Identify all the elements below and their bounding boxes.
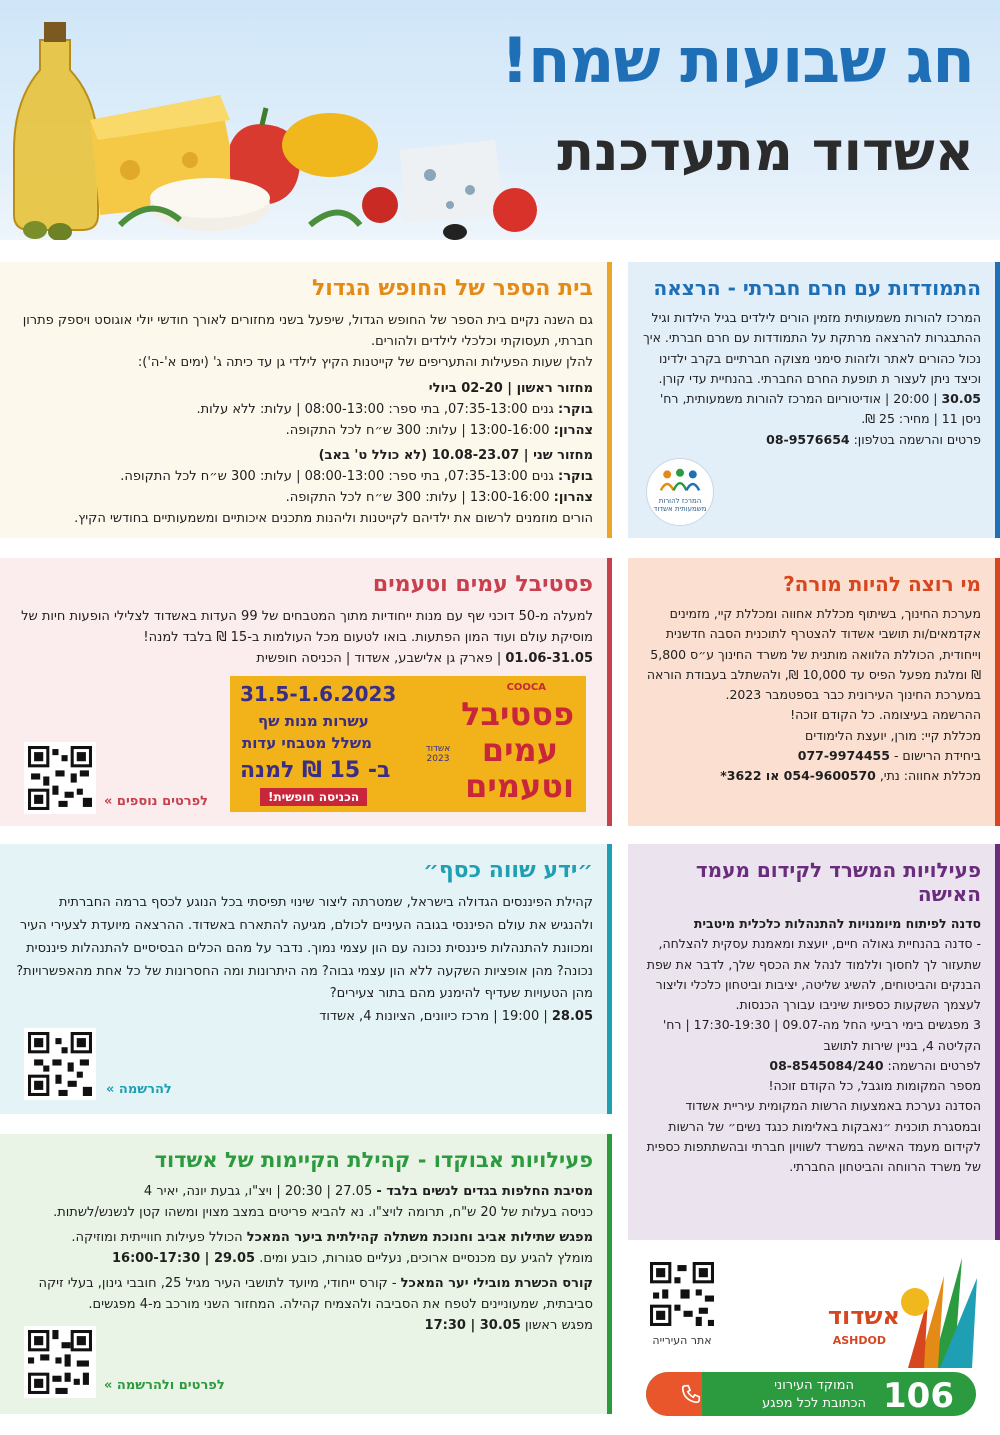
food-illustration [0, 0, 540, 240]
parenting-center-logo [646, 458, 714, 526]
teacher-phone-1[interactable]: 077-9974455 [797, 747, 890, 763]
boycott-lecture-body: המרכז להורות משמעותית מזמין הורים לילדים בגיל הילדות וגיל ההתבגרות להרצאה מרתקת על התמודדות עם חרם חברתי. איך נכול כהורים לאתר ולזהות סימני מצוקה חברתיים בקרב ילדינו וכיצד ניתן לעצור ת תופעת החרם החברתי. בהנחיית עדי קורן. [643, 310, 981, 386]
teacher-title: מי רוצה להיות מורה? [783, 572, 981, 596]
municipality-qr-code[interactable] [646, 1258, 718, 1330]
round2-title: מחזור שני | 10.08-23.07 (לא כולל ט' באב) [318, 447, 593, 463]
teacher-body: מערכת החינוך, בשיתוף מכללת אחווה ומכללת קיי, מזמינים אקדמאים/ות תושבי אשדוד להצטרף לתוכנית הסבה חדשנית וייחודית, הכוללת הלוואה מותנית של משרד החינוך ע״ס 5,800 ₪ ומלגת מפעל הפיס עד 10,000 ₪, ולהשתלב בעבודת הוראה במערכת החינוך העירונית כבר בספטמבר 2023. [646, 606, 981, 702]
qr-icon [28, 1032, 92, 1096]
ashdod-logo-hebrew: אשדוד [827, 1302, 900, 1330]
avocado-event1-when: 27.05 | 20:30 | ויצ"ו, גבעת יונה, יאיר 4 [143, 1184, 373, 1200]
women-phone[interactable]: 08-8545084/240 [769, 1057, 884, 1073]
festival-more-link[interactable]: לפרטים נוספים » [104, 794, 209, 809]
teacher-line5-label: מכללת אחווה: נתי, [879, 768, 981, 783]
women-schedule: 3 מפגשים בימי רביעי החל מה-09.07 | 17:30-19:30 | רח' הקליטה 4, בניין שירות לתושב [662, 1017, 981, 1053]
avocado-qr-code[interactable] [24, 1326, 96, 1398]
summer-school-panel [0, 262, 612, 538]
round2-morning-label: בוקר: [558, 468, 593, 484]
festival-qr-code[interactable] [24, 742, 96, 814]
boycott-lecture-date: 30.05 [941, 391, 981, 406]
food-festival-dates: 01.06-31.05 [505, 651, 593, 667]
women-panel [628, 844, 1000, 1240]
hotline-line1: המוקד העירוני [774, 1378, 854, 1393]
avocado-event2-when: 29.05 | 16:00-17:30 [111, 1251, 256, 1267]
banner-dates: 31.5-1.6.2023 [240, 682, 397, 706]
money-body: קהילת הפיננסים הגדולה בישראל, שמטרתה ליצור שינוי תפיסתי בכל הנוגע לכסף ברמה החברתית ולהנגיש את עולם הפיננסי בגובה העיניים לכולם, מגיעה להתארח באשדוד. ההרצאה מיועדת לצעירי העיר ומכוונת להתנהלות פיננסית נכונה עם הון עצמי נמוך. נדבר על מהם הכלים הבסיסיים להתנהלות פיננסית נכונה? מהן אופציות השקעה ללא הון עצמי גבוה? מה היתרונות ומה החסרונות של כל אחת מהאפשרויות? מהן הטעויות שעדיף להימנע מהם בתור צעירים? [16, 895, 593, 1002]
avocado-event3-when-label: מפגש ראשון [525, 1318, 593, 1334]
food-festival-panel [0, 558, 612, 826]
teacher-line3: מכללת קיי: מורן, יועצת הלימודים [805, 727, 981, 743]
summer-school-outro: הורים מוזמנים לרשום את ילדיהם לקייטנות וליהנות מתכנים איכותיים ומשמעותיים בחודשי הקיץ. [74, 510, 593, 526]
qr-icon [28, 746, 92, 810]
festival-banner[interactable] [230, 676, 586, 812]
teacher-phone-2[interactable]: 054-9600570 או 3622* [720, 768, 876, 783]
boycott-phone-label: פרטים והרשמה בטלפון: [853, 431, 981, 447]
parenting-center-logo-text: המרכז להורות משמעותית אשדוד [653, 497, 707, 514]
money-title: ״ידע שווה כסף״ [423, 858, 593, 883]
banner-price: ב- 15 ₪ למנה [240, 758, 391, 783]
banner-name-3: וטעמים [465, 767, 574, 805]
people-icon [656, 467, 704, 493]
round2-afternoon: 13:00-16:00 | עלות: 300 ש״ח לכל התקופה. [285, 489, 550, 505]
avocado-event1-title: מסיבת החלפות בגדים לנשים בלבד - [376, 1184, 593, 1200]
food-festival-body: למעלה מ-50 דוכני שף עם מנות ייחודיות מתוך המטבחים של 99 העדות באשדוד לצלילי הופעות חיות של מוסיקת עולם ועוד המון הפתעות. בואו לטעום מכל העולמות ב-15 ₪ בלבד למנה! [21, 609, 593, 646]
boycott-lecture-title: התמודדות עם חרם חברתי - הרצאה [653, 276, 981, 300]
avocado-event3-title: קורס הכשרת מובילי יער המאכל [400, 1276, 593, 1292]
teacher-line4-label: ביחידת הרישום - [893, 747, 981, 763]
page-subtitle: אשדוד מתעדכנת [557, 120, 974, 183]
ashdod-logo-english: ASHDOD [832, 1334, 886, 1347]
avocado-event3-body: - קורס ייחודי, מיועד לתושבי העיר מגיל 25, חובבי גינון, בעלי זיקה סביבתית, שמעוניינים לטפח את הסביבה ולהצמיח קהילה. המחזור השני מורכב מ-4 מפגשים. [38, 1276, 593, 1313]
ashdod-logo [812, 1258, 982, 1368]
avocado-event3-when: 30.05 | 17:30 [424, 1318, 521, 1334]
round1-afternoon-label: צהרון: [553, 422, 593, 438]
summer-school-title: בית הספר של החופש הגדול [311, 276, 593, 301]
money-details: | 19:00 | מרכז כיוונים, הציונות 4, אשדוד [319, 1009, 548, 1025]
round1-morning-label: בוקר: [558, 401, 593, 417]
banner-logo: COOCA [506, 682, 546, 693]
banner-line1: עשרות מנות שף [258, 712, 369, 730]
summer-school-intro-2: להלן שעות הפעילות והתעריפים של קייטנות הקיץ לילדי גן עד כיתה ג' (ימים א'-ה'): [137, 355, 593, 371]
qr-icon [28, 1330, 92, 1394]
avocado-event1-body: כניסה בעלות של 20 ש"ח, תרומה לויצ"ו. נא להביא פריטים במצב מצוין ומשהו קטן לנשנש/לשתות. [53, 1205, 593, 1221]
teacher-line2: ההרשמה בעיצומה. כל הקודם זוכה! [790, 707, 981, 723]
avocado-event2-rest: הכולל פעילות חווייתית ומוזיקה. [71, 1230, 243, 1246]
women-line3: הסדנה נערכת באמצעות הרשות המקומית עיריית אשדוד ובמסגרת תוכנית ״נאבקות באלימות כנגד נשים״ של הרשות לקידום מעמד האישה במשרד לשוויון חברתי ובהשתתפות כספית של משרד הרווחה והביטחון החברתי. [646, 1098, 981, 1174]
banner-name-1: פסטיבל [461, 695, 574, 733]
money-panel [0, 844, 612, 1114]
boycott-lecture-details: | 20:00 | אודיטוריום המרכז להורות משמעותית, רח' ניסן 11 | מחיר: 25 ₪. [659, 391, 981, 427]
women-body: - סדנה בהנחיית גאולה חיים, יועצת ומאמנת עסקית להצלחה, שתעזור לך לחסוך וללמוד לנהל את הכסף שלך, לדבר את שפת הבנקים והביטוחים, להשיג שליטה, יציבות וביטחון כלכלי וליצור לעצמך השקעות כספיות שיניבו עבורך הכנסות. [646, 936, 981, 1012]
avocado-title: פעילויות אבוקדו - קהילת הקיימות של אשדוד [154, 1148, 593, 1172]
food-festival-title: פסטיבל עמים וטעמים [372, 572, 593, 597]
round2-morning: גנים 07:35-13:00, בתי ספר: 08:00-13:00 | עלות: 300 ש״ח לכל התקופה. [120, 468, 554, 484]
banner-line2: משלל מטבחי עדות [242, 734, 372, 752]
money-register-link[interactable]: להרשמה » [106, 1082, 172, 1097]
hotline-line2: הכתובת לכל מפגע [762, 1395, 866, 1411]
round1-morning: גנים 07:35-13:00, בתי ספר: 08:00-13:00 | עלות: ללא עלות. [196, 401, 554, 417]
teacher-panel [628, 558, 1000, 826]
hotline-number: 106 [883, 1376, 954, 1416]
hotline-text [762, 1377, 866, 1412]
phone-icon [680, 1383, 702, 1405]
avocado-event2-title: מפגש שתילות אביב וחנוכת משתלה קהילתית ביער המאכל [246, 1230, 593, 1246]
avocado-event2-body: מומלץ להגיע עם מכנסיים ארוכים, נעליים סגורות, כובע ומים. [259, 1251, 593, 1267]
page-title: חג שבועות שמח! [500, 24, 974, 97]
money-qr-code[interactable] [24, 1028, 96, 1100]
page-header [0, 0, 1000, 240]
banner-city: אשדוד 2023 [425, 744, 451, 764]
women-phone-label: לפרטים והרשמה: [887, 1057, 981, 1073]
money-date: 28.05 [551, 1009, 593, 1025]
women-subtitle: סדנה לפיתוח מיומנויות להתנהלות כלכלית מיטבית [693, 916, 981, 931]
boycott-phone[interactable]: 08-9576654 [766, 431, 850, 447]
round2-afternoon-label: צהרון: [553, 489, 593, 505]
women-title: פעילויות המשרד לקידום מעמד האישה [695, 858, 981, 906]
phone-button[interactable] [646, 1372, 702, 1416]
boycott-lecture-panel [628, 262, 1000, 538]
summer-school-intro: גם השנה נקיים בית הספר של החופש הגדול, שיפעל בשני מחזורים לאורך חודשי יולי אוגוסט ויספק פתרון חברתי, תעסוקתי וכלכלי לילדים ולהורים. [22, 313, 593, 350]
women-line2: מספר המקומות מוגבל, כל הקודם זוכה! [768, 1078, 981, 1093]
banner-name-2: עמים [481, 731, 558, 769]
avocado-panel [0, 1134, 612, 1414]
municipality-qr-caption: אתר העירייה [652, 1334, 712, 1347]
qr-icon [650, 1262, 714, 1326]
round1-afternoon: 13:00-16:00 | עלות: 300 ש״ח לכל התקופה. [285, 422, 550, 438]
round1-title: מחזור ראשון | 02-20 ביולי [428, 380, 593, 396]
avocado-more-link[interactable]: לפרטים ולהרשמה » [104, 1378, 225, 1393]
food-festival-details: | פארק גן אלישבע, אשדוד | הכניסה חופשית [256, 651, 502, 667]
banner-free: הכניסה חופשית! [260, 788, 367, 806]
hotline-banner[interactable] [646, 1372, 976, 1416]
